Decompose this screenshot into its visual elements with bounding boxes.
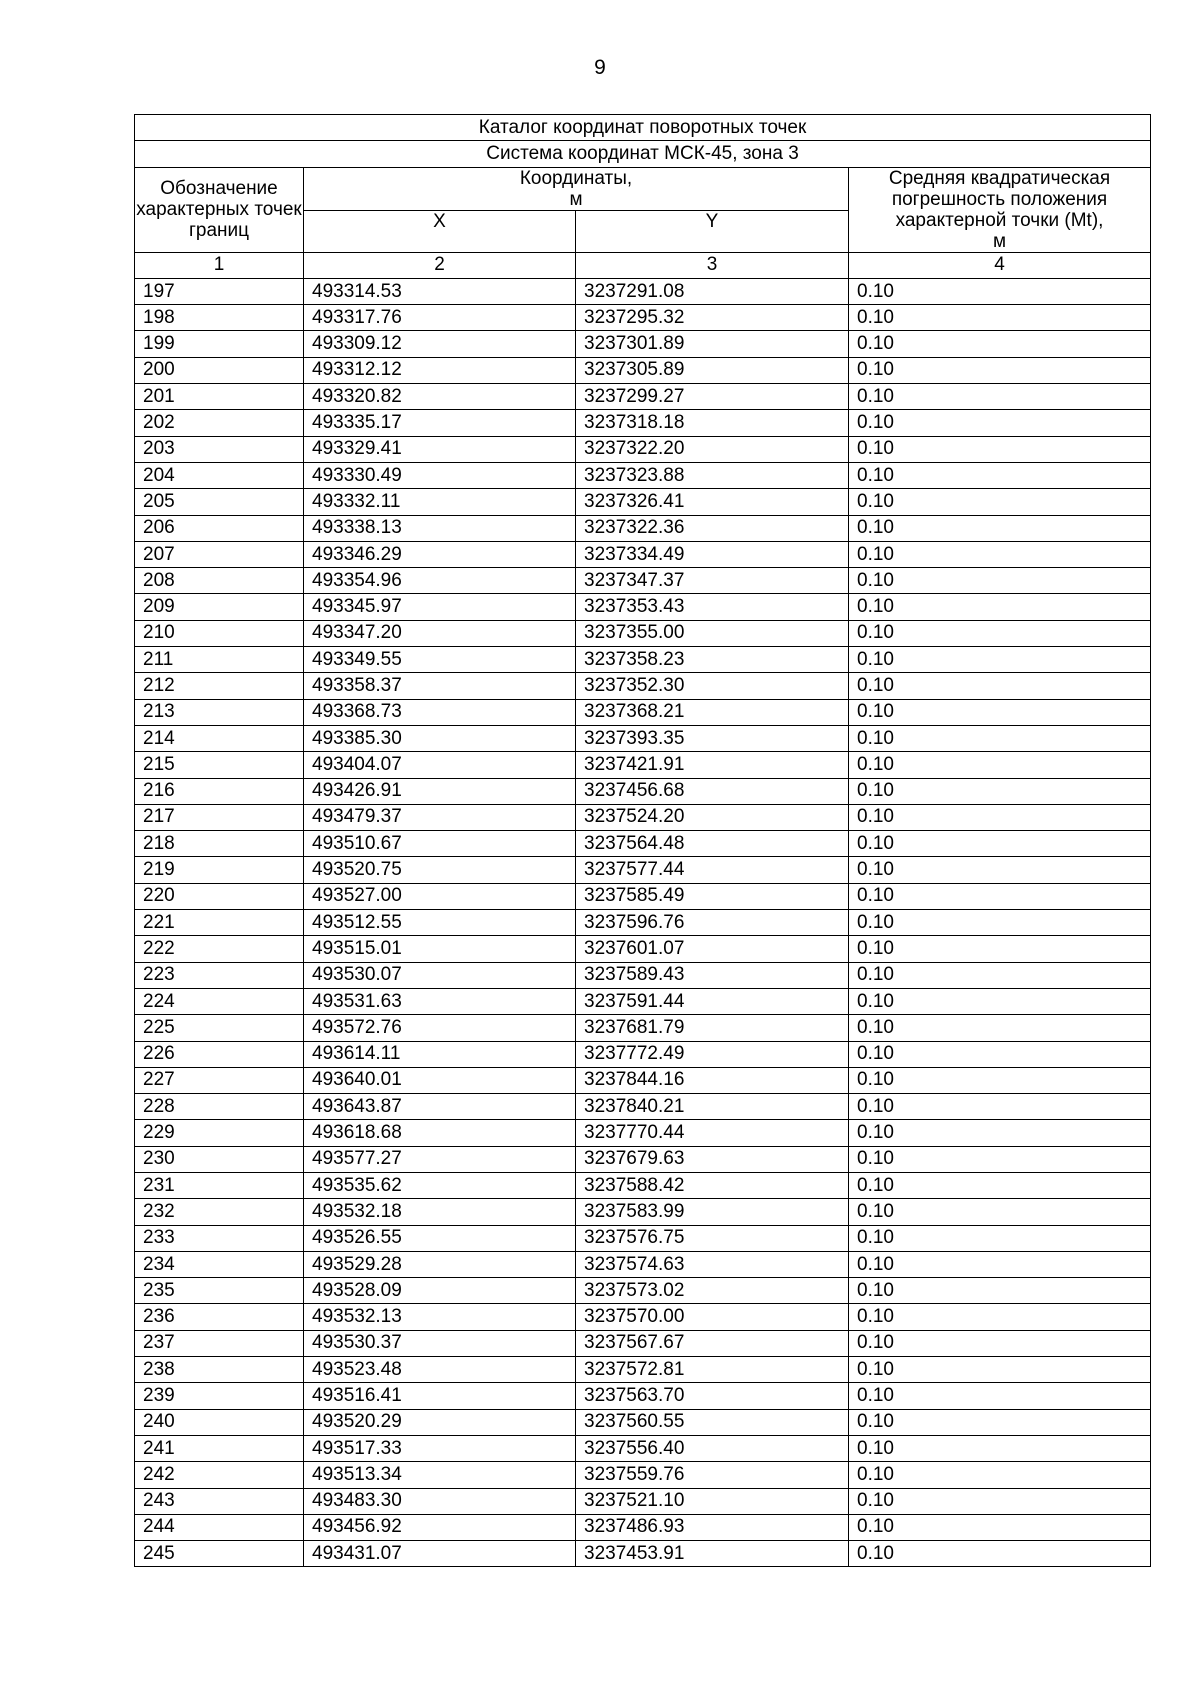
point-id: 208 [135, 568, 304, 594]
mean-square-error: 0.10 [849, 1488, 1151, 1514]
coord-x: 493531.63 [304, 988, 576, 1014]
header-x: X [304, 211, 576, 253]
coord-x: 493532.13 [304, 1304, 576, 1330]
point-id: 239 [135, 1383, 304, 1409]
table-row [135, 647, 1151, 673]
coord-x: 493532.18 [304, 1199, 576, 1225]
header-point-designation [135, 167, 304, 252]
coord-x: 493385.30 [304, 725, 576, 751]
mean-square-error: 0.10 [849, 1015, 1151, 1041]
coord-x: 493335.17 [304, 410, 576, 436]
header-mean-square-error-label: Средняя квадратическая погрешность положения характерной точки (Mt), [888, 167, 1111, 231]
coord-y: 3237574.63 [576, 1251, 849, 1277]
mean-square-error: 0.10 [849, 1199, 1151, 1225]
mean-square-error: 0.10 [849, 725, 1151, 751]
coord-y: 3237305.89 [576, 357, 849, 383]
point-id: 235 [135, 1278, 304, 1304]
mean-square-error: 0.10 [849, 1041, 1151, 1067]
point-id: 240 [135, 1409, 304, 1435]
point-id: 212 [135, 673, 304, 699]
mean-square-error: 0.10 [849, 778, 1151, 804]
header-y: Y [576, 211, 849, 253]
table-row [135, 1225, 1151, 1251]
table-row [135, 804, 1151, 830]
coord-y: 3237679.63 [576, 1146, 849, 1172]
coord-x: 493358.37 [304, 673, 576, 699]
coord-y: 3237844.16 [576, 1067, 849, 1093]
coord-y: 3237347.37 [576, 568, 849, 594]
mean-square-error: 0.10 [849, 1172, 1151, 1198]
table-row [135, 1015, 1151, 1041]
point-id: 238 [135, 1357, 304, 1383]
coord-y: 3237453.91 [576, 1541, 849, 1567]
coord-x: 493515.01 [304, 936, 576, 962]
coord-x: 493535.62 [304, 1172, 576, 1198]
mean-square-error: 0.10 [849, 515, 1151, 541]
coord-y: 3237572.81 [576, 1357, 849, 1383]
table-row [135, 436, 1151, 462]
table-row [135, 988, 1151, 1014]
mean-square-error: 0.10 [849, 1146, 1151, 1172]
coord-y: 3237301.89 [576, 331, 849, 357]
mean-square-error: 0.10 [849, 910, 1151, 936]
coord-y: 3237681.79 [576, 1015, 849, 1041]
point-id: 245 [135, 1541, 304, 1567]
point-id: 202 [135, 410, 304, 436]
mean-square-error: 0.10 [849, 410, 1151, 436]
coord-x: 493572.76 [304, 1015, 576, 1041]
table-row [135, 278, 1151, 304]
point-id: 200 [135, 357, 304, 383]
coord-y: 3237295.32 [576, 305, 849, 331]
table-row [135, 831, 1151, 857]
coord-x: 493349.55 [304, 647, 576, 673]
coord-x: 493368.73 [304, 699, 576, 725]
coord-x: 493523.48 [304, 1357, 576, 1383]
mean-square-error: 0.10 [849, 1383, 1151, 1409]
table-row [135, 1120, 1151, 1146]
page-number: 9 [594, 56, 606, 79]
point-id: 203 [135, 436, 304, 462]
coord-y: 3237318.18 [576, 410, 849, 436]
table-row [135, 305, 1151, 331]
coord-y: 3237559.76 [576, 1462, 849, 1488]
point-id: 227 [135, 1067, 304, 1093]
table-row [135, 410, 1151, 436]
coord-x: 493309.12 [304, 331, 576, 357]
coord-x: 493426.91 [304, 778, 576, 804]
mean-square-error: 0.10 [849, 883, 1151, 909]
coord-y: 3237393.35 [576, 725, 849, 751]
coord-y: 3237368.21 [576, 699, 849, 725]
table-row [135, 1409, 1151, 1435]
coord-y: 3237840.21 [576, 1094, 849, 1120]
table-row [135, 1067, 1151, 1093]
point-id: 225 [135, 1015, 304, 1041]
coord-x: 493320.82 [304, 384, 576, 410]
mean-square-error: 0.10 [849, 489, 1151, 515]
point-id: 198 [135, 305, 304, 331]
coord-y: 3237576.75 [576, 1225, 849, 1251]
table-row [135, 910, 1151, 936]
mean-square-error: 0.10 [849, 1357, 1151, 1383]
point-id: 204 [135, 462, 304, 488]
table-row [135, 331, 1151, 357]
mean-square-error: 0.10 [849, 1278, 1151, 1304]
coord-y: 3237353.43 [576, 594, 849, 620]
mean-square-error: 0.10 [849, 1094, 1151, 1120]
table-row [135, 1304, 1151, 1330]
table-row [135, 384, 1151, 410]
point-id: 226 [135, 1041, 304, 1067]
mean-square-error: 0.10 [849, 331, 1151, 357]
coord-x: 493404.07 [304, 752, 576, 778]
table-row [135, 752, 1151, 778]
table-row [135, 699, 1151, 725]
table-title: Каталог координат поворотных точек [135, 115, 1151, 141]
coord-x: 493483.30 [304, 1488, 576, 1514]
coord-y: 3237772.49 [576, 1041, 849, 1067]
mean-square-error: 0.10 [849, 357, 1151, 383]
table-row [135, 1488, 1151, 1514]
coord-x: 493516.41 [304, 1383, 576, 1409]
point-id: 220 [135, 883, 304, 909]
table-row [135, 1514, 1151, 1540]
mean-square-error: 0.10 [849, 804, 1151, 830]
coord-x: 493526.55 [304, 1225, 576, 1251]
mean-square-error: 0.10 [849, 384, 1151, 410]
point-id: 221 [135, 910, 304, 936]
coord-y: 3237585.49 [576, 883, 849, 909]
table-row [135, 936, 1151, 962]
mean-square-error: 0.10 [849, 1409, 1151, 1435]
table-row [135, 568, 1151, 594]
point-id: 216 [135, 778, 304, 804]
mean-square-error: 0.10 [849, 436, 1151, 462]
column-number-row [135, 252, 1151, 278]
coord-y: 3237563.70 [576, 1383, 849, 1409]
coord-x: 493527.00 [304, 883, 576, 909]
mean-square-error: 0.10 [849, 1514, 1151, 1540]
coord-x: 493530.07 [304, 962, 576, 988]
header-coordinates-label: Координаты, [519, 167, 633, 189]
mean-square-error: 0.10 [849, 673, 1151, 699]
point-id: 232 [135, 1199, 304, 1225]
table-row [135, 1251, 1151, 1277]
point-id: 211 [135, 647, 304, 673]
table-row [135, 541, 1151, 567]
coord-x: 493332.11 [304, 489, 576, 515]
table-row [135, 594, 1151, 620]
column-number: 3 [576, 252, 849, 278]
point-id: 205 [135, 489, 304, 515]
mean-square-error: 0.10 [849, 647, 1151, 673]
mean-square-error: 0.10 [849, 831, 1151, 857]
mean-square-error: 0.10 [849, 699, 1151, 725]
coord-x: 493577.27 [304, 1146, 576, 1172]
coord-x: 493317.76 [304, 305, 576, 331]
mean-square-error: 0.10 [849, 594, 1151, 620]
point-id: 230 [135, 1146, 304, 1172]
coord-x: 493346.29 [304, 541, 576, 567]
table-row [135, 1146, 1151, 1172]
table-row [135, 357, 1151, 383]
coord-x: 493354.96 [304, 568, 576, 594]
mean-square-error: 0.10 [849, 1541, 1151, 1567]
mean-square-error: 0.10 [849, 568, 1151, 594]
point-id: 214 [135, 725, 304, 751]
table-row [135, 1172, 1151, 1198]
coord-y: 3237291.08 [576, 278, 849, 304]
point-id: 206 [135, 515, 304, 541]
point-id: 244 [135, 1514, 304, 1540]
coord-y: 3237456.68 [576, 778, 849, 804]
coord-x: 493345.97 [304, 594, 576, 620]
table-row [135, 1462, 1151, 1488]
point-id: 217 [135, 804, 304, 830]
table-row [135, 1041, 1151, 1067]
point-id: 209 [135, 594, 304, 620]
header-coordinates [304, 167, 849, 211]
table-row [135, 1094, 1151, 1120]
point-id: 207 [135, 541, 304, 567]
point-id: 243 [135, 1488, 304, 1514]
coordinate-system: Система координат МСК-45, зона 3 [135, 141, 1151, 167]
mean-square-error: 0.10 [849, 620, 1151, 646]
table-row [135, 673, 1151, 699]
coord-x: 493347.20 [304, 620, 576, 646]
mean-square-error: 0.10 [849, 1462, 1151, 1488]
point-id: 236 [135, 1304, 304, 1330]
mean-square-error: 0.10 [849, 936, 1151, 962]
coord-y: 3237323.88 [576, 462, 849, 488]
point-id: 234 [135, 1251, 304, 1277]
coordinates-catalog-table [134, 114, 1151, 1567]
table-row [135, 1330, 1151, 1356]
header-mean-square-error [849, 167, 1151, 252]
mean-square-error: 0.10 [849, 857, 1151, 883]
coord-x: 493329.41 [304, 436, 576, 462]
coord-x: 493479.37 [304, 804, 576, 830]
coord-x: 493530.37 [304, 1330, 576, 1356]
coord-x: 493314.53 [304, 278, 576, 304]
coord-x: 493520.29 [304, 1409, 576, 1435]
table-row [135, 725, 1151, 751]
table-row [135, 1199, 1151, 1225]
column-number: 2 [304, 252, 576, 278]
mean-square-error: 0.10 [849, 962, 1151, 988]
mean-square-error: 0.10 [849, 1225, 1151, 1251]
coord-y: 3237421.91 [576, 752, 849, 778]
coord-x: 493618.68 [304, 1120, 576, 1146]
coord-x: 493528.09 [304, 1278, 576, 1304]
mean-square-error: 0.10 [849, 988, 1151, 1014]
point-id: 229 [135, 1120, 304, 1146]
coord-x: 493520.75 [304, 857, 576, 883]
table-row [135, 962, 1151, 988]
table-row [135, 462, 1151, 488]
point-id: 242 [135, 1462, 304, 1488]
point-id: 223 [135, 962, 304, 988]
coord-y: 3237322.20 [576, 436, 849, 462]
coord-y: 3237326.41 [576, 489, 849, 515]
table-row [135, 1357, 1151, 1383]
coord-y: 3237591.44 [576, 988, 849, 1014]
coord-x: 493512.55 [304, 910, 576, 936]
coord-x: 493510.67 [304, 831, 576, 857]
coord-y: 3237358.23 [576, 647, 849, 673]
table-row [135, 1435, 1151, 1461]
header-coordinates-unit: м [569, 188, 583, 210]
coord-y: 3237573.02 [576, 1278, 849, 1304]
coord-y: 3237583.99 [576, 1199, 849, 1225]
table-row [135, 1541, 1151, 1567]
point-id: 224 [135, 988, 304, 1014]
coord-y: 3237588.42 [576, 1172, 849, 1198]
coord-x: 493614.11 [304, 1041, 576, 1067]
column-header-row [135, 167, 1151, 211]
coord-x: 493456.92 [304, 1514, 576, 1540]
table-title-row [135, 115, 1151, 141]
mean-square-error: 0.10 [849, 1067, 1151, 1093]
mean-square-error: 0.10 [849, 541, 1151, 567]
coordinate-system-row [135, 141, 1151, 167]
mean-square-error: 0.10 [849, 1435, 1151, 1461]
point-id: 228 [135, 1094, 304, 1120]
table-row [135, 1383, 1151, 1409]
point-id: 215 [135, 752, 304, 778]
point-id: 222 [135, 936, 304, 962]
coord-x: 493529.28 [304, 1251, 576, 1277]
table-row [135, 857, 1151, 883]
mean-square-error: 0.10 [849, 278, 1151, 304]
coord-x: 493431.07 [304, 1541, 576, 1567]
coord-x: 493643.87 [304, 1094, 576, 1120]
coord-x: 493330.49 [304, 462, 576, 488]
coord-y: 3237564.48 [576, 831, 849, 857]
coord-y: 3237355.00 [576, 620, 849, 646]
mean-square-error: 0.10 [849, 1330, 1151, 1356]
coord-y: 3237596.76 [576, 910, 849, 936]
point-id: 233 [135, 1225, 304, 1251]
coord-x: 493517.33 [304, 1435, 576, 1461]
coord-y: 3237570.00 [576, 1304, 849, 1330]
coord-y: 3237521.10 [576, 1488, 849, 1514]
coord-x: 493640.01 [304, 1067, 576, 1093]
coord-x: 493513.34 [304, 1462, 576, 1488]
point-id: 197 [135, 278, 304, 304]
coord-y: 3237299.27 [576, 384, 849, 410]
coord-y: 3237322.36 [576, 515, 849, 541]
column-number: 4 [849, 252, 1151, 278]
mean-square-error: 0.10 [849, 1251, 1151, 1277]
coord-x: 493338.13 [304, 515, 576, 541]
point-id: 210 [135, 620, 304, 646]
coord-y: 3237560.55 [576, 1409, 849, 1435]
point-id: 201 [135, 384, 304, 410]
point-id: 213 [135, 699, 304, 725]
point-id: 237 [135, 1330, 304, 1356]
mean-square-error: 0.10 [849, 1120, 1151, 1146]
coord-y: 3237567.67 [576, 1330, 849, 1356]
table-row [135, 883, 1151, 909]
coord-y: 3237601.07 [576, 936, 849, 962]
header-mean-square-error-unit: м [992, 230, 1007, 252]
mean-square-error: 0.10 [849, 305, 1151, 331]
coord-y: 3237352.30 [576, 673, 849, 699]
coord-y: 3237589.43 [576, 962, 849, 988]
mean-square-error: 0.10 [849, 462, 1151, 488]
point-id: 218 [135, 831, 304, 857]
coord-y: 3237334.49 [576, 541, 849, 567]
column-number: 1 [135, 252, 304, 278]
mean-square-error: 0.10 [849, 752, 1151, 778]
table-row [135, 1278, 1151, 1304]
point-id: 219 [135, 857, 304, 883]
coord-y: 3237577.44 [576, 857, 849, 883]
coord-y: 3237556.40 [576, 1435, 849, 1461]
point-id: 231 [135, 1172, 304, 1198]
table-row [135, 778, 1151, 804]
header-point-designation-text: Обозначение характерных точек границ [136, 178, 302, 242]
point-id: 199 [135, 331, 304, 357]
coord-y: 3237770.44 [576, 1120, 849, 1146]
coord-y: 3237486.93 [576, 1514, 849, 1540]
table-row [135, 489, 1151, 515]
table-row [135, 620, 1151, 646]
table-row [135, 515, 1151, 541]
point-id: 241 [135, 1435, 304, 1461]
coord-x: 493312.12 [304, 357, 576, 383]
mean-square-error: 0.10 [849, 1304, 1151, 1330]
coord-y: 3237524.20 [576, 804, 849, 830]
